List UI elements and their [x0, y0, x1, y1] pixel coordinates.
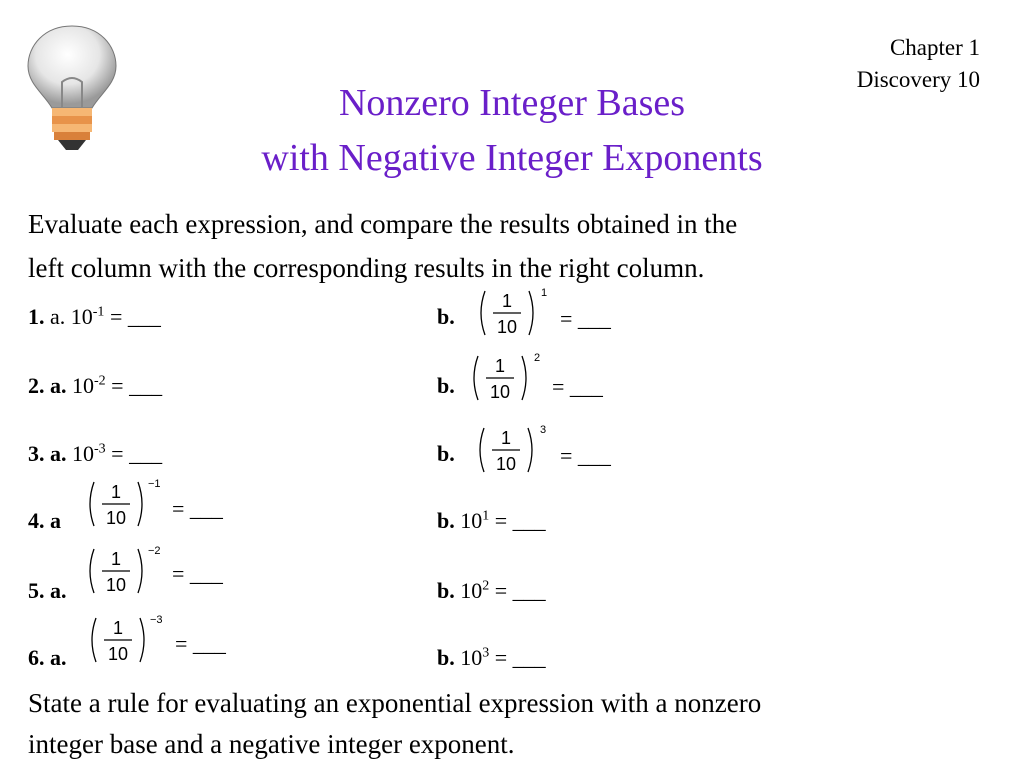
- chapter-label: Chapter 1: [889, 35, 980, 60]
- svg-text:3: 3: [540, 424, 547, 436]
- svg-text:1: 1: [500, 428, 512, 448]
- problem-6-b: b. $10^3$ = ___: [437, 645, 546, 670]
- page-title-line1: Nonzero Integer Bases: [338, 82, 686, 124]
- svg-text:10: 10: [105, 508, 127, 528]
- svg-text:10: 10: [496, 317, 518, 337]
- discovery-label: Discovery 10: [856, 67, 980, 92]
- page-title-line2: with Negative Integer Exponents: [261, 137, 763, 179]
- fraction-1b: [475, 287, 549, 339]
- problem-1-b-label: b.: [437, 304, 455, 329]
- problem-6-label: 6. a.: [28, 645, 67, 670]
- fraction-5a: [84, 545, 161, 597]
- conclusion-line2: integer base and a negative integer exponent.: [28, 729, 515, 759]
- fraction-3b: [474, 424, 548, 476]
- svg-text:1: 1: [112, 618, 124, 638]
- conclusion-line1: State a rule for evaluating an exponential expression with a nonzero: [28, 688, 762, 718]
- svg-text:2: 2: [534, 352, 541, 364]
- problem-1-a: 1. a. $10^{-1}$ = ___: [28, 304, 161, 329]
- svg-text:1: 1: [110, 482, 122, 502]
- problem-4-label: 4. a: [28, 508, 61, 533]
- fraction-6a: [86, 614, 163, 666]
- problem-3-b-answer: = ___: [560, 443, 611, 468]
- problem-2-b-answer: = ___: [552, 374, 603, 399]
- problem-4-a-answer: = ___: [172, 496, 223, 521]
- svg-text:10: 10: [489, 382, 511, 402]
- problem-5-label: 5. a.: [28, 578, 67, 603]
- problem-4-b: b. $10^1$ = ___: [437, 508, 546, 533]
- problem-1-b-answer: = ___: [560, 306, 611, 331]
- svg-text:10: 10: [105, 575, 127, 595]
- fraction-2b: [468, 352, 542, 404]
- intro-line2: left column with the corresponding results in the right column.: [28, 253, 705, 283]
- problem-2-b-label: b.: [437, 373, 455, 398]
- svg-text:1: 1: [110, 549, 122, 569]
- svg-text:1: 1: [501, 291, 513, 311]
- svg-text:10: 10: [107, 644, 129, 664]
- fraction-4a: [84, 478, 161, 530]
- svg-text:−3: −3: [150, 614, 163, 626]
- problem-5-a-answer: = ___: [172, 561, 223, 586]
- problem-3-b-label: b.: [437, 441, 455, 466]
- problem-6-a-answer: = ___: [175, 631, 226, 656]
- svg-text:1: 1: [541, 287, 548, 299]
- svg-text:−1: −1: [148, 478, 161, 490]
- problem-3-a: 3. a. $10^{-3}$ = ___: [28, 441, 163, 466]
- problem-5-b: b. $10^2$ = ___: [437, 578, 546, 603]
- svg-text:10: 10: [495, 454, 517, 474]
- intro-line1: Evaluate each expression, and compare the results obtained in the: [28, 209, 738, 239]
- problem-2-a: 2. a. $10^{-2}$ = ___: [28, 373, 163, 398]
- svg-text:−2: −2: [148, 545, 161, 557]
- svg-text:1: 1: [494, 356, 506, 376]
